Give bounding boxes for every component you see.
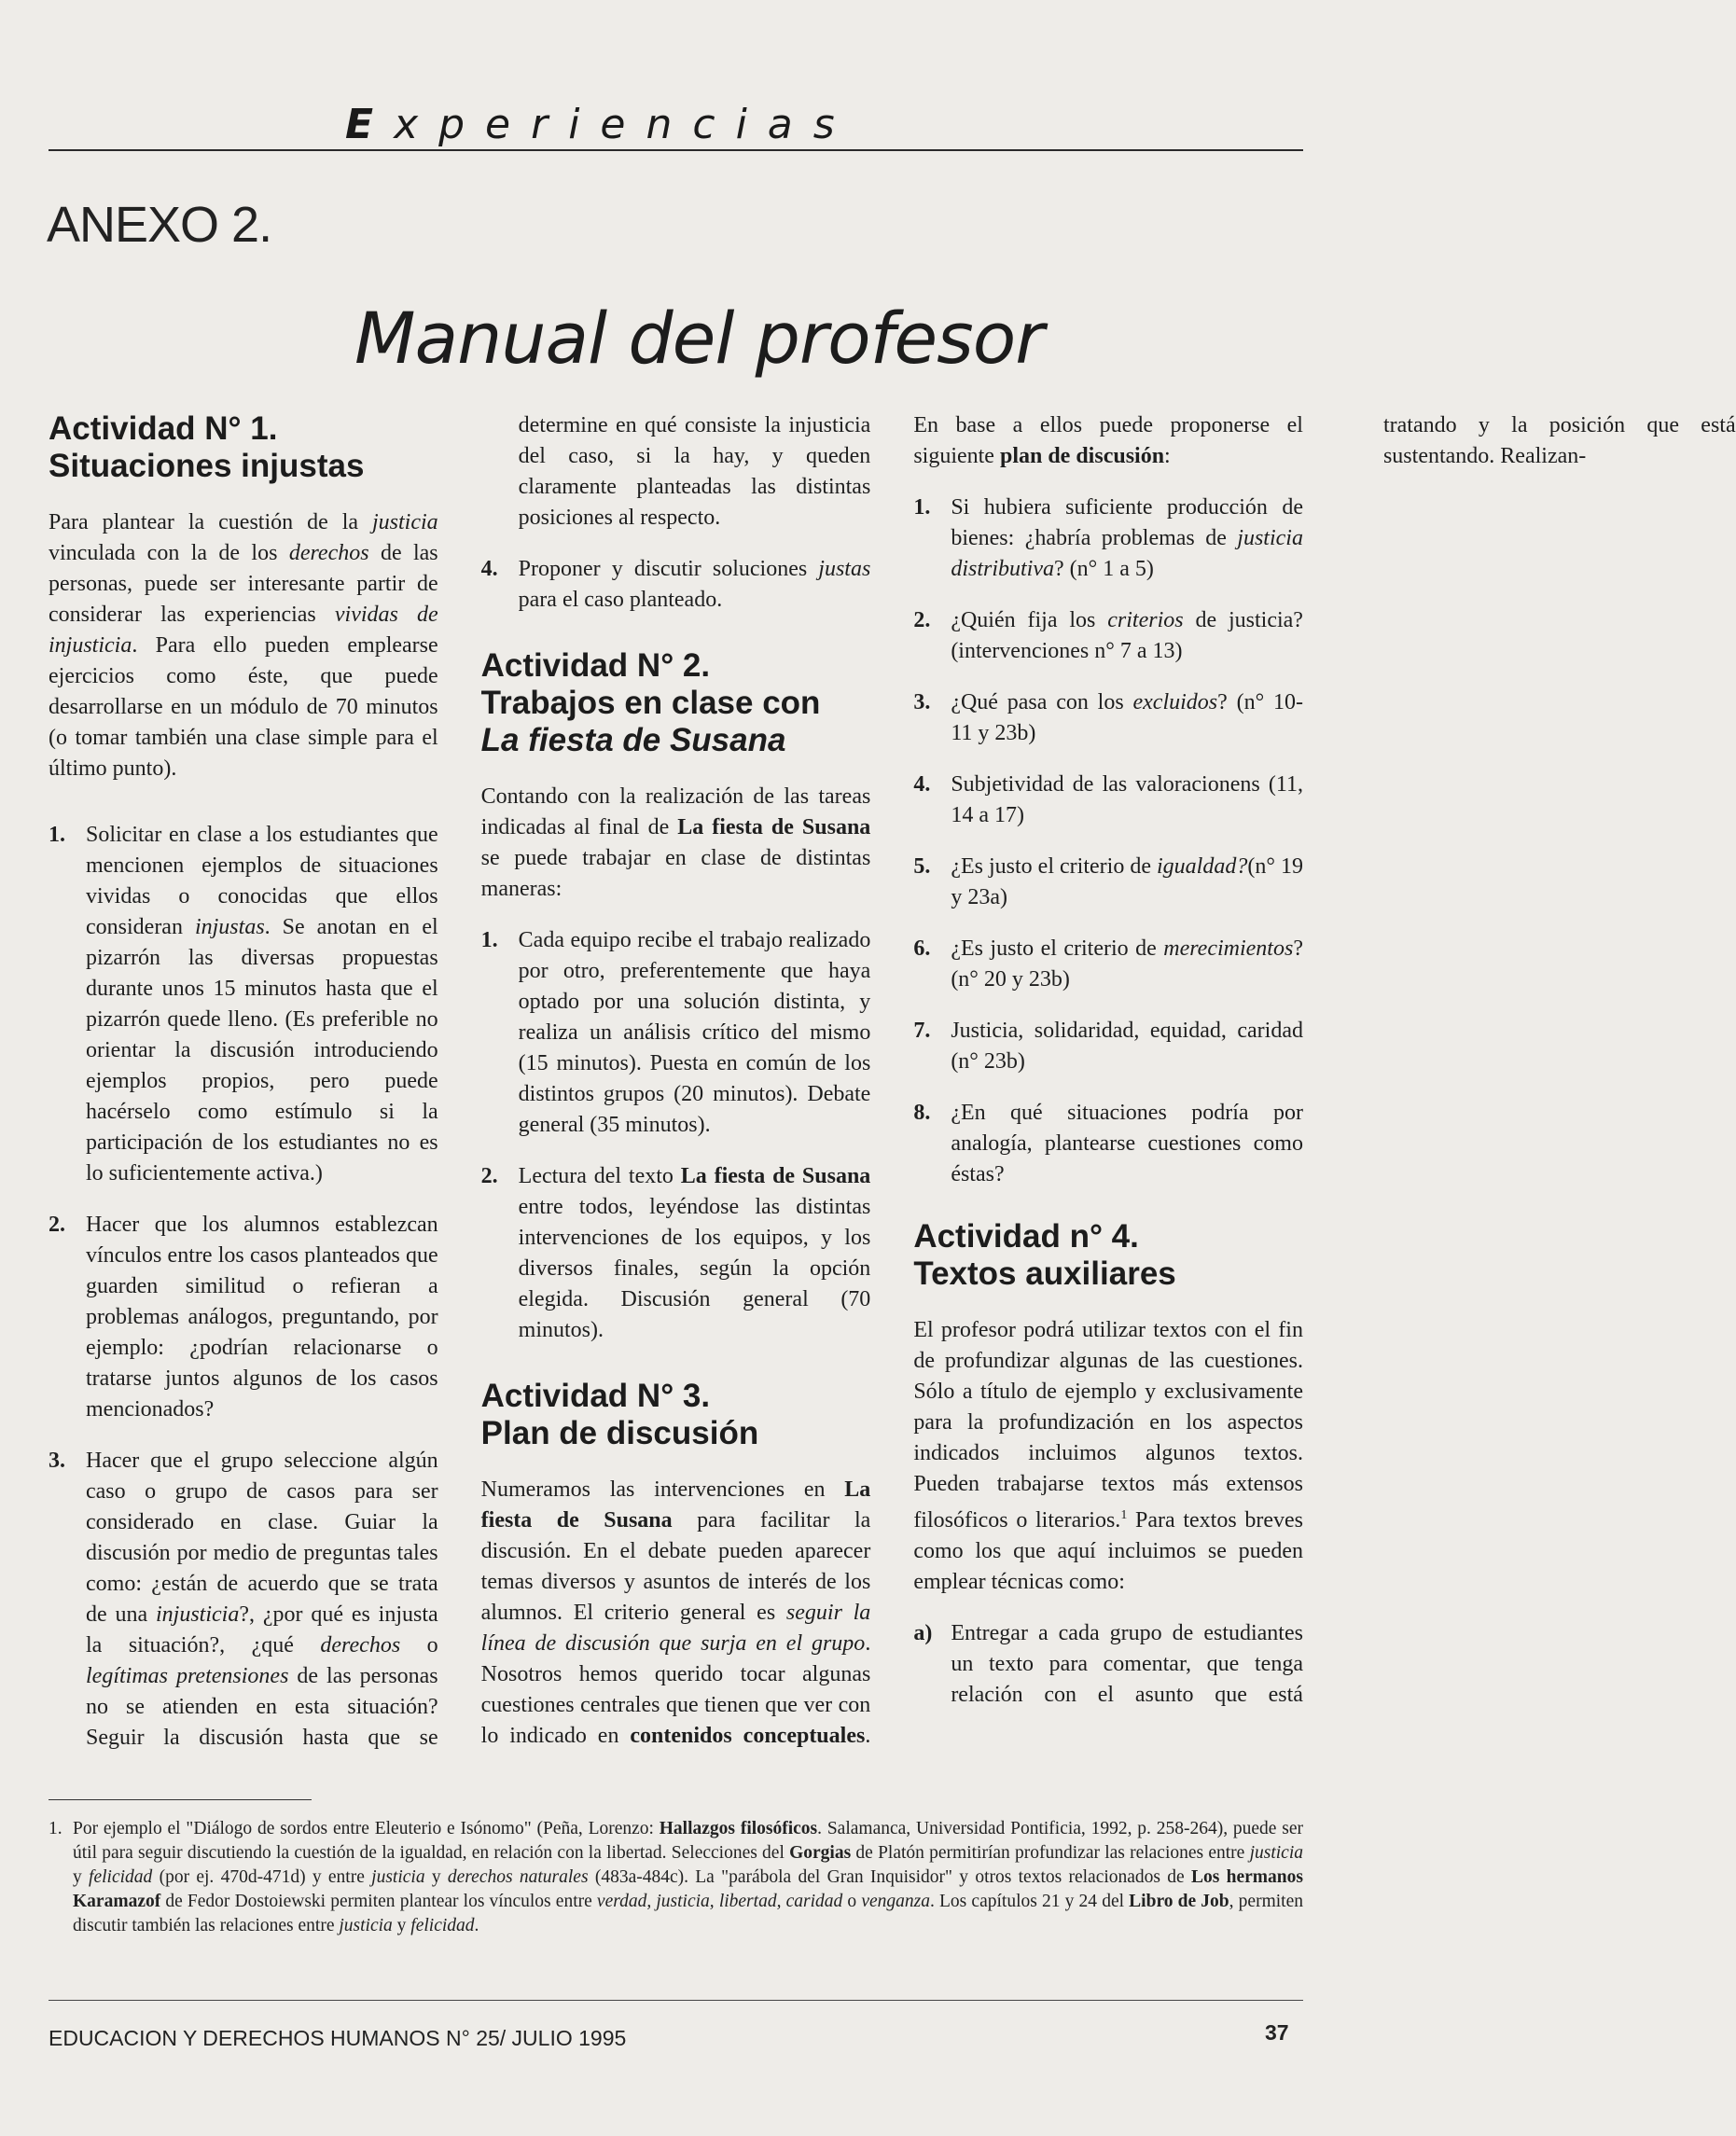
text-run: ¿En qué situaciones podría por analogía, plantearse cuestiones como éstas?	[951, 1101, 1303, 1186]
activity-3-title: Plan de discusión	[480, 1415, 759, 1451]
list-item	[913, 934, 1303, 995]
footnote	[49, 1817, 1303, 1938]
footnote-rule	[49, 1799, 312, 1800]
text-run: La fiesta de Susana	[680, 1164, 871, 1188]
page-title: Manual del profesor	[354, 297, 1044, 380]
page-number: 37	[1265, 2020, 1289, 2045]
article-body	[49, 410, 1736, 1763]
activity-2-number: Actividad N° 2.	[480, 647, 711, 684]
text-run: justicia	[339, 1916, 393, 1935]
list-item-number: 8.	[913, 1101, 931, 1125]
list-item-number: 3.	[913, 690, 931, 714]
list-item	[913, 1098, 1303, 1190]
text-run: Numeramos las intervenciones en	[480, 1477, 845, 1502]
list-item-number: 3.	[49, 1449, 65, 1473]
activity-1-heading	[49, 410, 438, 485]
text-run: Solicitar en clase a los estudiantes que mencionen ejemplos de situaciones vividas o conocidas que ellos consideran	[86, 823, 438, 939]
activity-2-list	[481, 925, 871, 1346]
list-item	[481, 554, 871, 616]
list-item-number: 4.	[913, 772, 931, 797]
list-item-text	[951, 934, 1303, 995]
activity-4-intro	[913, 1315, 1303, 1598]
text-run: criterios	[1107, 608, 1184, 632]
footnote-text	[73, 1817, 1303, 1938]
publication-footer: EDUCACION Y DERECHOS HUMANOS N° 25/ JULIO 1995	[49, 2026, 627, 2050]
text-run: Si hubiera suficiente producción de bienes: ¿habría problemas de	[951, 495, 1303, 550]
text-run: Cada equipo recibe el trabajo realizado por otro, preferentemente que haya optado por una solución distinta, y realiza un análisis crítico del mismo (15 minutos). Puesta en común de los distintos grupos (20 minutos). Debate general (35 minutos).	[518, 928, 871, 1137]
text-run: ¿Es justo el criterio de	[951, 854, 1158, 879]
text-run: Los hermanos Karamazof	[73, 1867, 1303, 1911]
text-run: Libro de Job	[1129, 1892, 1229, 1911]
text-run: para facilitar la discusión. En el debate pueden aparecer temas diversos y asuntos de interés de los alumnos. El criterio general es	[480, 1508, 871, 1625]
activity-1-intro	[49, 507, 438, 784]
list-item-number: 2.	[913, 608, 931, 632]
activity-3-list	[913, 492, 1303, 1190]
text-run: de las personas no se atienden en esta situación? Seguir la discusión hasta que se determine en qué consiste la injusticia del caso, si la hay, y queden claramente planteadas las distintas posiciones al respecto.	[86, 413, 871, 1750]
text-run: . Para ello pueden emplearse ejercicios como éste, que puede desarrollarse en un módulo de 70 minutos (o tomar también una clase simple para el último punto).	[49, 633, 438, 781]
text-run: merecimientos	[1163, 936, 1294, 961]
text-run: Proponer y discutir soluciones	[518, 557, 819, 581]
text-run: para el caso planteado.	[518, 588, 723, 612]
list-item-number: 2.	[480, 1164, 498, 1188]
list-item-text	[519, 1161, 871, 1346]
activity-4-heading	[913, 1218, 1303, 1293]
text-run: y	[392, 1916, 411, 1935]
list-item	[481, 1161, 871, 1346]
text-run: excluidos	[1132, 690, 1218, 714]
list-item-text	[951, 1098, 1303, 1190]
text-run: Gorgias	[789, 1843, 852, 1863]
text-run: y	[424, 1867, 448, 1887]
activity-3-number: Actividad N° 3.	[480, 1378, 711, 1414]
text-run: Contando con la realización de las tareas indicadas al final de	[480, 784, 871, 839]
running-head-text: xperiencias	[394, 101, 855, 148]
text-run: justas	[818, 557, 871, 581]
list-item-text	[86, 820, 438, 1189]
text-run: Por ejemplo el "Diálogo de sordos entre Eleuterio e Isónomo" (Peña, Lorenzo:	[73, 1819, 660, 1838]
text-run: . Nosotros hemos querido tocar algunas cuestiones centrales que tienen que ver con lo indicado en	[480, 1631, 871, 1748]
text-run: de las personas, puede ser interesante partir de considerar las experiencias	[49, 541, 438, 627]
text-run: Hacer que el grupo seleccione algún caso o grupo de casos para ser considerado en clase. Guiar la discusión por medio de preguntas tales como: ¿están de acuerdo que se trata de una	[86, 1449, 438, 1627]
text-run: o	[842, 1892, 862, 1911]
list-item-text	[951, 852, 1303, 913]
list-item-number: 5.	[913, 854, 931, 879]
text-run: (483a-484c). La "parábola del Gran Inquisidor" y otros textos relacionados de	[588, 1867, 1192, 1887]
text-run: ? (n° 10-11 y 23b)	[951, 690, 1303, 745]
list-item	[913, 492, 1303, 585]
text-run: felicidad	[410, 1916, 475, 1935]
footnote-number: 1.	[49, 1819, 62, 1838]
list-item-text	[519, 925, 871, 1141]
list-item	[481, 925, 871, 1141]
text-run: :	[1164, 444, 1171, 468]
list-item-text	[951, 1016, 1303, 1077]
text-run: vinculada con la de los	[49, 541, 289, 565]
text-run: de Fedor Dostoiewski permiten plantear los vínculos entre	[160, 1892, 597, 1911]
activity-2-heading	[481, 647, 871, 759]
text-run: El profesor podrá utilizar textos con el fin de profundizar algunas de las cuestiones. Sólo a título de ejemplo y exclusivamente para la profundización en los aspectos indicados incluimos algunos textos. Pueden trabajarse textos más extensos filosóficos o literarios.	[913, 1318, 1303, 1533]
text-run: ?, ¿por qué es injusta la situación?, ¿qué	[86, 1602, 438, 1657]
list-item	[913, 770, 1303, 831]
list-item-text	[951, 605, 1303, 667]
list-item-number: 1.	[480, 928, 498, 952]
text-run: de justicia? (intervenciones n° 7 a 13)	[951, 608, 1303, 663]
activity-2-intro	[481, 782, 871, 905]
text-run: ¿Qué pasa con los	[951, 690, 1133, 714]
text-run: vividas de injusticia	[49, 603, 438, 658]
text-run: . Los capítulos 21 y 24 del	[929, 1892, 1130, 1911]
text-run: Para plantear la cuestión de la	[49, 510, 372, 534]
text-run: de Platón permitirían profundizar las relaciones entre	[851, 1843, 1250, 1863]
activity-4-number: Actividad n° 4.	[913, 1218, 1139, 1255]
text-run: plan de discusión	[999, 444, 1165, 468]
text-run: La fiesta de Susana	[480, 1477, 871, 1533]
activity-1-title: Situaciones injustas	[49, 448, 365, 484]
text-run: justicia	[371, 1867, 425, 1887]
list-item-text	[951, 770, 1303, 831]
text-run: y	[73, 1867, 90, 1887]
text-run: ¿Quién fija los	[951, 608, 1108, 632]
text-run: (por ej. 470d-471d) y entre	[152, 1867, 372, 1887]
text-run: Subjetividad de las valoracionens (11, 14 a 17)	[951, 772, 1303, 827]
activity-2-title-italic: La fiesta de Susana	[480, 722, 786, 758]
text-run: entre todos, leyéndose las distintas intervenciones de los equipos, y los diversos finales, según la opción elegida. Discusión general (70 minutos).	[518, 1195, 871, 1342]
list-item	[913, 605, 1303, 667]
text-run: ? (n° 1 a 5)	[1053, 557, 1154, 581]
header-rule	[49, 149, 1303, 151]
activity-4-title: Textos auxiliares	[913, 1255, 1176, 1292]
annex-label: ANEXO 2.	[47, 197, 272, 253]
text-run: Justicia, solidaridad, equidad, caridad (n° 23b)	[951, 1019, 1303, 1074]
text-run: justicia	[371, 510, 438, 534]
text-run: Hacer que los alumnos establezcan vínculos entre los casos planteados que guarden similitud o refieran a problemas análogos, preguntando, por ejemplo: ¿podrían relacionarse o tratarse juntos algunos de los casos mencionados?	[86, 1213, 438, 1422]
list-item	[913, 1016, 1303, 1077]
text-run: Para textos breves como los que aquí incluimos se pueden emplear técnicas como:	[913, 1508, 1303, 1594]
text-run: igualdad?	[1157, 854, 1248, 879]
text-run: . En base a ellos puede proponerse el siguiente	[865, 413, 1303, 1748]
list-item-text	[951, 687, 1303, 749]
text-run: 1	[1120, 1508, 1128, 1522]
running-head	[345, 101, 855, 148]
list-item	[49, 1210, 438, 1425]
text-run: derechos	[320, 1633, 401, 1657]
list-item	[913, 852, 1303, 913]
text-run: felicidad	[89, 1867, 153, 1887]
list-item-text	[86, 1210, 438, 1425]
text-run: Hallazgos filosóficos	[659, 1819, 818, 1838]
text-run: injusticia	[156, 1602, 240, 1627]
list-item-number: a)	[913, 1621, 933, 1645]
text-run: justicia distributiva	[951, 526, 1303, 581]
running-head-initial: E	[345, 101, 395, 148]
list-item-number: 7.	[913, 1019, 931, 1043]
text-run: , permiten discutir también las relaciones entre	[73, 1892, 1303, 1935]
text-run: justicia	[1249, 1843, 1303, 1863]
text-run: derechos	[288, 541, 369, 565]
text-run: verdad, justicia, libertad, caridad	[596, 1892, 843, 1911]
text-run: Entregar a cada grupo de estudiantes un texto para comentar, que tenga relación con el asunto que está tratando y la posición que está sustentando. Realizan-	[951, 413, 1736, 1707]
list-item-number: 1.	[913, 495, 931, 520]
text-run: ¿Es justo el criterio de	[951, 936, 1164, 961]
text-run: derechos naturales	[447, 1867, 589, 1887]
list-item-number: 2.	[49, 1213, 65, 1237]
list-item-number: 6.	[913, 936, 931, 961]
text-run: contenidos conceptuales	[630, 1724, 866, 1748]
list-item	[913, 687, 1303, 749]
text-run: se puede trabajar en clase de distintas maneras:	[480, 846, 871, 901]
activity-3-heading	[481, 1378, 871, 1452]
text-run: .	[474, 1916, 479, 1935]
text-run: seguir la línea de discusión que surja en el grupo	[480, 1601, 871, 1656]
list-item-number: 1.	[49, 823, 65, 847]
text-run: o	[400, 1633, 438, 1657]
text-run: legítimas pretensiones	[86, 1664, 289, 1688]
footer-rule	[49, 2000, 1303, 2001]
text-run: Lectura del texto	[518, 1164, 681, 1188]
activity-1-number: Actividad N° 1.	[49, 410, 278, 447]
text-run: (n° 19 y 23a)	[951, 854, 1303, 909]
text-run: . Salamanca, Universidad Pontificia, 1992, p. 258-264), puede ser útil para seguir discutiendo la cuestión de la igualdad, en relación con la libertad. Selecciones del	[73, 1819, 1304, 1863]
text-run: . Se anotan en el pizarrón las diversas propuestas durante unos 15 minutos hasta que el pizarrón quede lleno. (Es preferible no orientar la discusión introduciendo ejemplos propios, pero puede hacérselo como estímulo si la participación de los estudiantes no es lo suficientemente activa.)	[86, 915, 438, 1186]
text-run: ? (n° 20 y 23b)	[951, 936, 1303, 992]
text-run: injustas	[194, 915, 265, 939]
list-item-text	[951, 492, 1303, 585]
list-item-number: 4.	[480, 557, 498, 581]
text-run: La fiesta de Susana	[677, 815, 871, 839]
activity-2-title: Trabajos en clase con	[480, 685, 821, 721]
text-run: venganza	[861, 1892, 930, 1911]
list-item	[49, 820, 438, 1189]
list-item-text	[519, 554, 871, 616]
